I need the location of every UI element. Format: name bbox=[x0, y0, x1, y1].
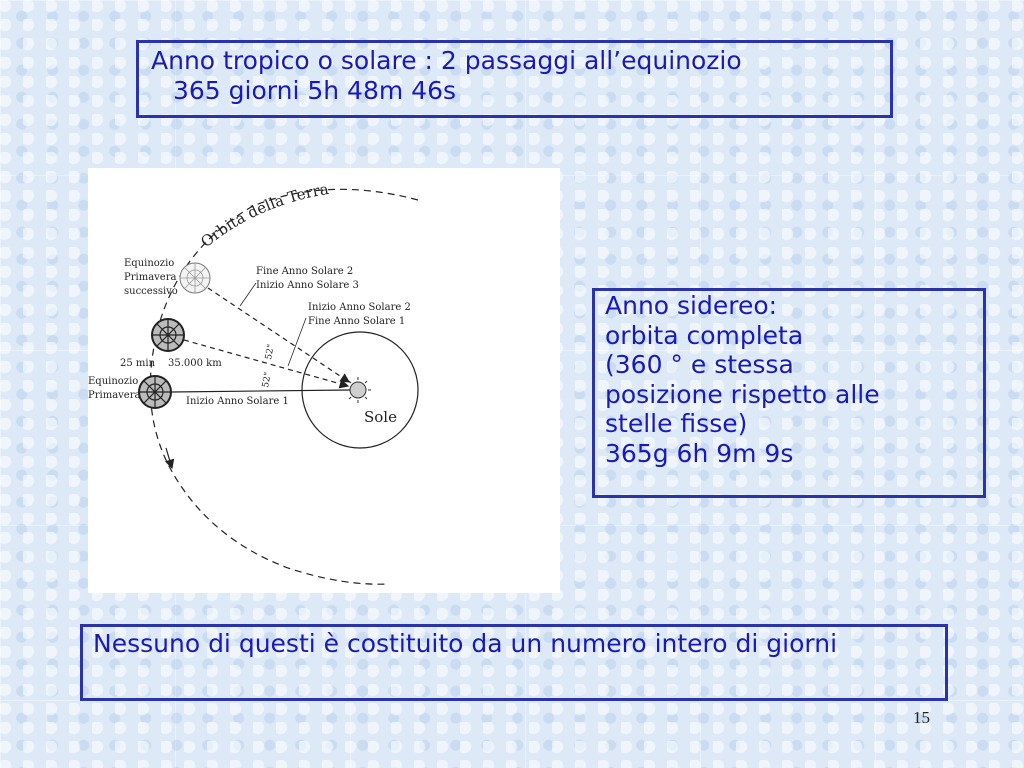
sidereal-line: orbita completa bbox=[605, 320, 804, 350]
sun-label: Sole bbox=[364, 408, 397, 426]
sidereal-line: 365g 6h 9m 9s bbox=[605, 438, 794, 468]
orbit-diagram bbox=[88, 168, 560, 593]
leader-inizio-anno-2 bbox=[288, 318, 306, 366]
orbit-arrow-icon bbox=[166, 448, 172, 468]
sidereal-line: posizione rispetto alle bbox=[605, 379, 880, 409]
equinox-next-label: Equinozio Primavera successivo bbox=[124, 258, 178, 297]
title-line-1: Anno tropico o solare : 2 passaggi all’equinozio bbox=[151, 46, 742, 75]
title-line-2: 365 giorni 5h 48m 46s bbox=[173, 76, 456, 105]
line-equinox-sun bbox=[171, 390, 350, 392]
fine-anno-1-label: Fine Anno Solare 1 bbox=[308, 316, 406, 327]
earth-next-equinox-icon bbox=[180, 263, 210, 293]
distance-gap-label: 35.000 km bbox=[168, 358, 222, 369]
fine-anno-2-label: Fine Anno Solare 2 bbox=[256, 266, 354, 277]
slide-number: 15 bbox=[913, 708, 930, 727]
earth-mid-icon bbox=[152, 319, 184, 351]
inizio-anno-2-label: Inizio Anno Solare 2 bbox=[308, 302, 411, 313]
inizio-anno-3-label: Inizio Anno Solare 3 bbox=[256, 280, 359, 291]
equinox-label: Equinozio Primavera bbox=[88, 376, 141, 401]
earth-equinox-icon bbox=[139, 376, 171, 408]
conclusion-text: Nessuno di questi è costituito da un numero intero di giorni bbox=[93, 629, 838, 658]
leader-fine-anno-2 bbox=[240, 283, 256, 306]
sidereal-line: (360 ° e stessa bbox=[605, 350, 794, 379]
angle-label-2: 52" bbox=[264, 343, 277, 361]
orbit-label: Orbita della Terra bbox=[197, 179, 331, 252]
conclusion-box bbox=[80, 624, 948, 701]
time-gap-label: 25 min bbox=[120, 358, 156, 369]
sidereal-line: stelle fisse) bbox=[605, 409, 748, 438]
title-box bbox=[136, 40, 893, 118]
angle-label-1: 52" bbox=[261, 371, 274, 389]
orbit-diagram-svg bbox=[88, 168, 560, 593]
earth-orbit bbox=[150, 189, 418, 584]
sidereal-year-box bbox=[592, 288, 986, 498]
inizio-anno-1-label: Inizio Anno Solare 1 bbox=[186, 396, 289, 407]
sidereal-line: Anno sidereo: bbox=[605, 291, 778, 320]
